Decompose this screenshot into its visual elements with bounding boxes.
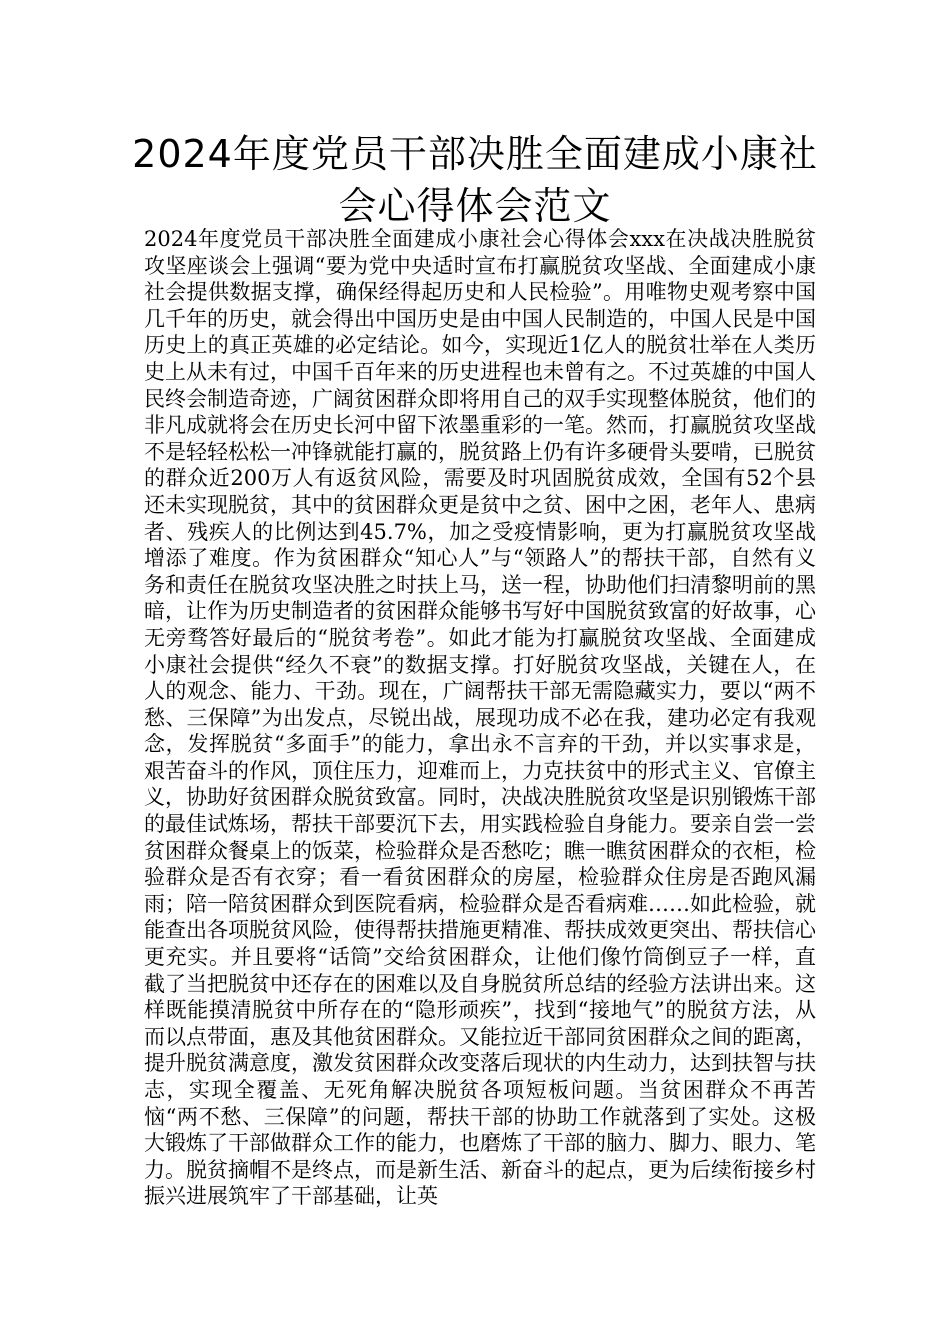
document-title: 2024年度党员干部决胜全面建成小康社会心得体会范文 — [132, 132, 818, 228]
document-body-paragraph: 2024年度党员干部决胜全面建成小康社会心得体会xxx在决战决胜脱贫攻坚座谈会上强调“要为党中央适时宣布打赢脱贫攻坚战、全面建成小康社会提供数据支撑，确保经得起历史和人民检验”。用唯物史观考察中国几千年的历史，就会得出中国历史是由中国人民制造的，中国人民是中国历史上的真正英雄的必定结论。如今，实现近1亿人的脱贫壮举在人类历史上从未有过，中国千百年来的历史进程也未曾有之。不过英雄的中国人民终会制造奇迹，广阔贫困群众即将用自己的双手实现整体脱贫，他们的非凡成就将会在历史长河中留下浓墨重彩的一笔。然而，打赢脱贫攻坚战不是轻轻松松一冲锋就能打赢的，脱贫路上仍有许多硬骨头要啃，已脱贫的群众近200万人有返贫风险，需要及时巩固脱贫成效，全国有52个县还未实现脱贫，其中的贫困群众更是贫中之贫、困中之困，老年人、患病者、残疾人的比例达到45.7%，加之受疫情影响，更为打赢脱贫攻坚战增添了难度。作为贫困群众“知心人”与“领路人”的帮扶干部，自然有义务和责任在脱贫攻坚决胜之时扶上马，送一程，协助他们扫清黎明前的黑暗，让作为历史制造者的贫困群众能够书写好中国脱贫致富的好故事，心无旁骛答好最后的“脱贫考卷”。如此才能为打赢脱贫攻坚战、全面建成小康社会提供“经久不衰”的数据支撑。打好脱贫攻坚战，关键在人，在人的观念、能力、干劲。现在，广阔帮扶干部无需隐藏实力，要以“两不愁、三保障”为出发点，尽锐出战，展现功成不必在我，建功必定有我观念，发挥脱贫“多面手”的能力，拿出永不言弃的干劲，并以实事求是，艰苦奋斗的作风，顶住压力，迎难而上，力克扶贫中的形式主义、官僚主义，协助好贫困群众脱贫致富。同时，决战决胜脱贫攻坚是识别锻炼干部的最佳试炼场，帮扶干部要沉下去，用实践检验自身能力。要亲自尝一尝贫困群众餐桌上的饭菜，检验群众是否愁吃；瞧一瞧贫困群众的衣柜，检验群众是否有衣穿；看一看贫困群众的房屋，检验群众住房是否跑风漏雨；陪一陪贫困群众到医院看病，检验群众是否看病难……如此检验，就能查出各项脱贫风险，使得帮扶措施更精准、帮扶成效更突出、帮扶信心更充实。并且要将“话筒”交给贫困群众，让他们像竹筒倒豆子一样，直截了当把脱贫中还存在的困难以及自身脱贫所总结的经验方法讲出来。这样既能摸清脱贫中所存在的“隐形顽疾”，找到“接地气”的脱贫方法，从而以点带面，惠及其他贫困群众。又能拉近干部同贫困群众之间的距离，提升脱贫满意度，激发贫困群众改变落后现状的内生动力，达到扶智与扶志，实现全覆盖、无死角解决脱贫各项短板问题。当贫困群众不再苦恼“两不愁、三保障”的问题，帮扶干部的协助工作就落到了实处。这极大锻炼了干部做群众工作的能力，也磨炼了干部的脑力、脚力、眼力、笔力。脱贫摘帽不是终点，而是新生活、新奋斗的起点，更为后续衔接乡村振兴进展筑牢了干部基础，让英 — [144, 227, 816, 1209]
